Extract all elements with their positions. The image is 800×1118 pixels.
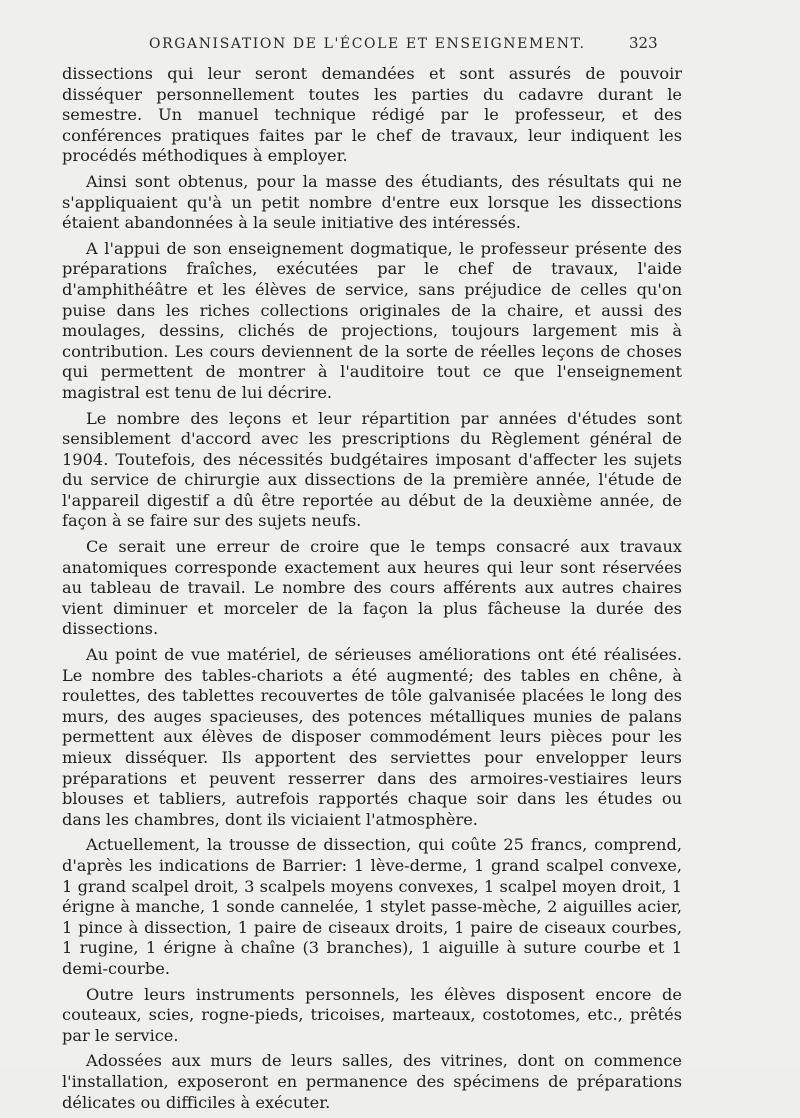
body-text — [62, 64, 682, 1118]
paragraph-preparations: A l'appui de son enseignement dogmatique, le professeur présente des préparations fraîches, exécutées par le chef de travaux, l'aide d'amphithéâtre et les élèves de service, sans préjudice de celles qu'on puise dans les riches collections originales de la chaire, et aussi des moulages, dessins, clichés de projections, toujours largement mis à contribution. Les cours deviennent de la sorte de réelles leçons de choses qui permettent de montrer à l'auditoire tout ce que l'enseignement magistral est tenu de lui décrire. — [62, 238, 682, 402]
paragraph-lessons: Le nombre des leçons et leur répartition par années d'études sont sensiblement d'accord avec les prescriptions du Règlement général de 1904. Toutefois, des nécessités budgétaires imposant d'affecter les sujets du service de chirurgie aux dissections de la première année, l'étude de l'appareil digestif a dû être reportée au début de la deuxième année, de façon à se faire sur des sujets neufs. — [62, 408, 682, 531]
paragraph-continuation: dissections qui leur seront demandées et sont assurés de pouvoir disséquer personnellement toutes les parties du cadavre durant le semestre. Un manuel technique rédigé par le professeur, et des conférences pratiques faites par le chef de travaux, leur indiquent les procédés méthodiques à employer. — [62, 64, 682, 166]
running-title: ORGANISATION DE L'ÉCOLE ET ENSEIGNEMENT. — [149, 36, 586, 52]
paragraph-material: Au point de vue matériel, de sérieuses améliorations ont été réalisées. Le nombre des tables-chariots a été augmenté; des tables en chêne, à roulettes, des tablettes recouvertes de tôle galvanisée placées le long des murs, des auges spacieuses, des potences métalliques munies de palans permettent aux élèves de disposer commodément leurs pièces pour les mieux disséquer. Ils apportent des serviettes pour envelopper leurs préparations et peuvent resserrer dans des armoires-vestiaires leurs blouses et tabliers, autrefois rapportés chaque soir dans les études ou dans les chambres, dont ils viciaient l'atmosphère. — [62, 645, 682, 829]
paragraph-time: Ce serait une erreur de croire que le temps consacré aux travaux anatomiques corresponde exactement aux heures qui leur sont réservées au tableau de travail. Le nombre des cours afférents aux autres chaires vient diminuer et morceler de la façon la plus fâcheuse la durée des dissections. — [62, 537, 682, 639]
paragraph-showcases: Adossées aux murs de leurs salles, des vitrines, dont on commence l'installation, exposeront en permanence des spécimens de préparations délicates ou difficiles à exécuter. — [62, 1051, 682, 1112]
paragraph-instruments: Outre leurs instruments personnels, les élèves disposent encore de couteaux, scies, rogne-pieds, tricoises, marteaux, costotomes, etc., prêtés par le service. — [62, 984, 682, 1045]
paragraph-kit: Actuellement, la trousse de dissection, qui coûte 25 francs, comprend, d'après les indications de Barrier: 1 lève-derme, 1 grand scalpel convexe, 1 grand scalpel droit, 3 scalpels moyens convexes, 1 scalpel moyen droit, 1 érigne à manche, 1 sonde cannelée, 1 stylet passe-mèche, 2 aiguilles acier, 1 pince à dissection, 1 paire de ciseaux droits, 1 paire de ciseaux courbes, 1 rugine, 1 érigne à chaîne (3 branches), 1 aiguille à suture courbe et 1 demi-courbe. — [62, 835, 682, 978]
page-number: 323 — [629, 34, 658, 52]
paragraph-results: Ainsi sont obtenus, pour la masse des étudiants, des résultats qui ne s'appliquaient qu'à un petit nombre d'entre eux lorsque les dissections étaient abandonnées à la seule initiative des intéressés. — [62, 171, 682, 233]
